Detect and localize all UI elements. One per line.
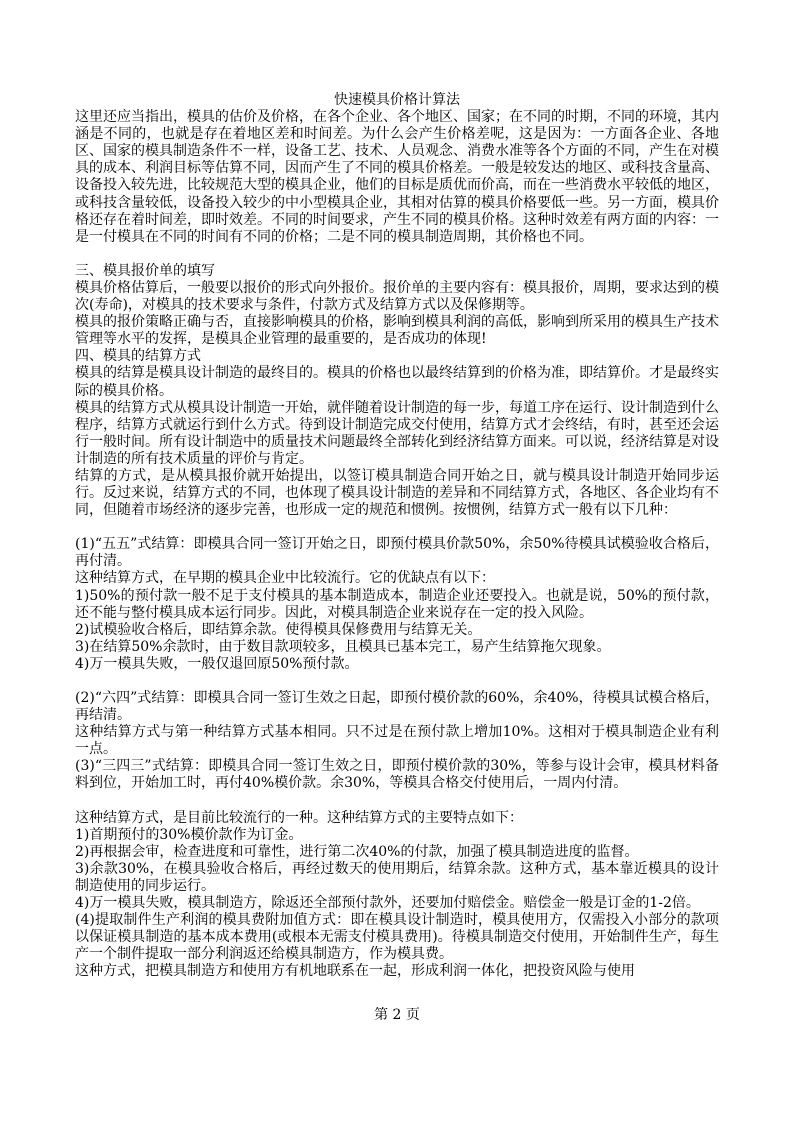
paragraph: 2)再根据会审，检查进度和可靠性，进行第二次40%的付款，加强了模具制造进度的监督。 xyxy=(75,843,639,860)
page-number: 第 2 页 xyxy=(374,1007,420,1023)
paragraph-list xyxy=(75,109,719,980)
blank-line xyxy=(75,793,719,810)
blank-line xyxy=(75,673,719,690)
paragraph: 这种方式，把模具制造方和使用方有机地联系在一起，形成利润一体化，把投资风险与使用 xyxy=(75,963,635,980)
paragraph: 模具的结算是模具设计制造的最终目的。模具的价格也以最终结算到的价格为准，即结算价。才是最终实际的模具价格。 xyxy=(75,365,719,399)
blank-line xyxy=(75,519,719,536)
paragraph: (3)“三四三”式结算：即模具合同一签订生效之日，即预付模价款的30%，等参与设计会审，模具材料备料到位，开始加工时，再付40%模价款。余30%，等模具合格交付使用后，一周内付清。 xyxy=(75,758,719,792)
paragraph: 1)首期预付的30%模价款作为订金。 xyxy=(75,826,303,843)
paragraph: 3)在结算50%余款时，由于数目款项较多，且模具已基本完工，易产生结算拖欠现象。 xyxy=(75,638,611,655)
paragraph: 4)万一模具失败，模具制造方，除返还全部预付款外，还要加付赔偿金。赔偿金一般是订金的1-2倍。 xyxy=(75,895,700,912)
paragraph: 模具价格估算后，一般要以报价的形式向外报价。报价单的主要内容有：模具报价，周期，要求达到的模次(寿命)，对模具的技术要求与条件，付款方式及结算方式以及保修期等。 xyxy=(75,279,719,314)
paragraph: 这种结算方式与第一种结算方式基本相同。只不过是在预付款上增加10%。这相对于模具制造企业有利一点。 xyxy=(75,724,719,758)
paragraph: 四、模具的结算方式 xyxy=(75,348,201,365)
paragraph: 三、模具报价单的填写 xyxy=(75,262,215,279)
paragraph: 模具的结算方式从模具设计制造一开始，就伴随着设计制造的每一步，每道工序在运行、设计制造到什么程序，结算方式就运行到什么方式。待到设计制造完成交付使用，结算方式才会终结，有时，甚至还会运行一般时间。所有设计制造中的质量技术问题最终全部转化到经济结算方面来。可以说，经济结算是对设计制造的所有技术质量的评价与肯定。 xyxy=(75,399,719,467)
document-title: 快速模具价格计算法 xyxy=(334,92,460,108)
paragraph: 1)50%的预付款一般不足于支付模具的基本制造成本，制造企业还要投入。也就是说，50%的预付款，还不能与整付模具成本运行同步。因此，对模具制造企业来说存在一定的投入风险。 xyxy=(75,587,719,621)
paragraph: 4)万一模具失败，一般仅退回原50%预付款。 xyxy=(75,655,359,672)
paragraph: (4)提取制件生产利润的模具费附加值方式：即在模具设计制造时，模具使用方，仅需投入小部分的款项以保证模具制造的基本成本费用(或根本无需支付模具费用)。待模具制造交付使用，开始制件生产，每生产一个制件提取一部分利润返还给模具制造方，作为模具费。 xyxy=(75,912,719,963)
document-body xyxy=(75,92,719,981)
paragraph: 结算的方式，是从模具报价就开始提出，以签订模具制造合同开始之日，就与模具设计制造开始同步运行。反过来说，结算方式的不同，也体现了模具设计制造的差异和不同结算方式，各地区、各企业均有不同，但随着市场经济的逐步完善，也形成一定的规范和惯例。按惯例，结算方式一般有以下几种： xyxy=(75,467,719,519)
paragraph: 这种结算方式，在早期的模具企业中比较流行。它的优缺点有以下： xyxy=(75,570,495,587)
paragraph: 2)试模验收合格后，即结算余款。使得模具保修费用与结算无关。 xyxy=(75,621,482,638)
paragraph: 这里还应当指出，模具的估价及价格，在各个企业、各个地区、国家；在不同的时期，不同的环境，其内涵是不同的，也就是存在着地区差和时间差。为什么会产生价格差呢，这是因为：一方面各企业、各地区、国家的模具制造条件不一样，设备工艺、技术、人员观念、消费水准等各个方面的不同，产生在对模具的成本、利润目标等估算不同，因而产生了不同的模具价格差。一般是较发达的地区、或科技含量高、设备投入较先进，比较规范大型的模具企业，他们的目标是质优而价高，而在一些消费水平较低的地区，或科技含量较低，设备投入较少的中小型模具企业，其相对估算的模具价格要低一些。另一方面，模具价格还存在着时间差，即时效差。不同的时间要求，产生不同的模具价格。这种时效差有两方面的内容：一是一付模具在不同的时间有不同的价格；二是不同的模具制造周期，其价格也不同。 xyxy=(75,109,719,245)
paragraph: (1)“五五”式结算：即模具合同一签订开始之日，即预付模具价款50%，余50%待模具试模验收合格后，再付清。 xyxy=(75,536,719,570)
blank-line xyxy=(75,246,719,263)
paragraph: (2)“六四”式结算：即模具合同一签订生效之日起，即预付模价款的60%，余40%，待模具试模合格后，再结清。 xyxy=(75,690,719,724)
paragraph: 这种结算方式，是目前比较流行的一种。这种结算方式的主要特点如下： xyxy=(75,809,523,826)
paragraph: 模具的报价策略正确与否，直接影响模具的价格，影响到模具利润的高低，影响到所采用的模具生产技术管理等水平的发挥，是模具企业管理的最重要的，是否成功的体现! xyxy=(75,314,719,348)
paragraph: 3)余款30%，在模具验收合格后，再经过数天的使用期后，结算余款。这种方式，基本靠近模具的设计制造使用的同步运行。 xyxy=(75,860,719,894)
